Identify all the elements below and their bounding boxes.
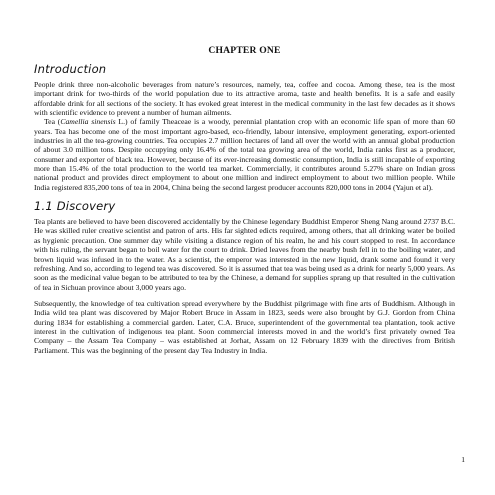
introduction-heading: Introduction xyxy=(34,62,107,76)
page-number: 1 xyxy=(461,455,465,464)
species-name: Camellia sinensis xyxy=(60,117,116,127)
chapter-title: CHAPTER ONE xyxy=(208,45,281,56)
introduction-paragraph-2 xyxy=(34,117,455,192)
discovery-paragraph-1: Tea plants are believed to have been discovered accidentally by the Chinese legendary Buddhist Emperor Sheng Nang around 2737 B.C. He was skilled ruler creative scientist and patron of arts. His far sighted edicts required, among others, that all drinking water be boiled as hygienic precaution. One summer day while visiting a distance region of his realm, he and his court stopped to rest. In accordance with his ruling, the servant began to boil water for the court to drink. Dried leaves from the nearby bush fell in to the boiling water, and brown liquid was infused in to the water. As a scientist, the emperor was interested in the new liquid, drank some and found it very refreshing. And so, according to legend tea was discovered. So it is assumed that tea was being used as a drink for nearly 5,000 years. As soon as the medicinal value began to be attributed to tea by the Chinese, a demand for supplies sprang up that resulted in the cultivation of tea in Sichuan province about 3,000 years ago. xyxy=(34,217,455,292)
discovery-heading: 1.1 Discovery xyxy=(34,199,116,214)
paragraph-2-start: Tea ( xyxy=(44,117,61,127)
discovery-paragraph-2: Subsequently, the knowledge of tea cultivation spread everywhere by the Buddhist pilgrimage with fine arts of Buddhism. Although in India wild tea plant was discovered by Major Robert Bruce in Assam in 1823, seeds were also brought by G.J. Gordon from China during 1834 for establishing a commercial garden. Later, C.A. Bruce, superintendent of the governmental tea plantation, took active interest in the cultivation of indigenous tea plant. Soon commercial interests moved in and the world’s first privately owned Tea Company – the Assam Tea Company – was established at Jorhat, Assam on 12 February 1839 with the directives from British Parliament. This was the beginning of the present day Tea Industry in India. xyxy=(34,298,455,355)
paragraph-2-rest: L.) of family Theaceae is a woody, perennial plantation crop with an economic life span of more than 60 years. Tea has become one of the most important agro-based, eco-friendly, labour intensive, employment generating, export-oriented industries in all the tea-growing countries. Tea occupies 2.7 million hectares of land all over the world with an annual global production of about 3.0 million tons. Despite occupying only 16.4% of the total tea growing area of the world, India ranks first as a producer, consumer and exporter of black tea. However, because of its ever-increasing domestic consumption, India is still incapable of exporting more than 15.4% of the total production to the world tea market. Commercially, it contributes around 5.27% share on Indian gross national product and provides direct employment to about one million and indirect employment to about two million people. While India registered 835,200 tons of tea in 2004, China being the second largest producer accounts 820,000 tons in 2004 (Yajun et al). xyxy=(34,117,455,192)
introduction-paragraph-1: People drink three non-alcoholic beverages from nature’s resources, namely, tea, coffee and cocoa. Among these, tea is the most important drink for two-thirds of the world population due to its attractive aroma, taste and health benefits. It is a safe and easily affordable drink for all sections of the society. It has evoked great interest in the medical community in the last few decades as it shows with scientific evidence to prevent a number of human ailments. xyxy=(34,80,455,118)
